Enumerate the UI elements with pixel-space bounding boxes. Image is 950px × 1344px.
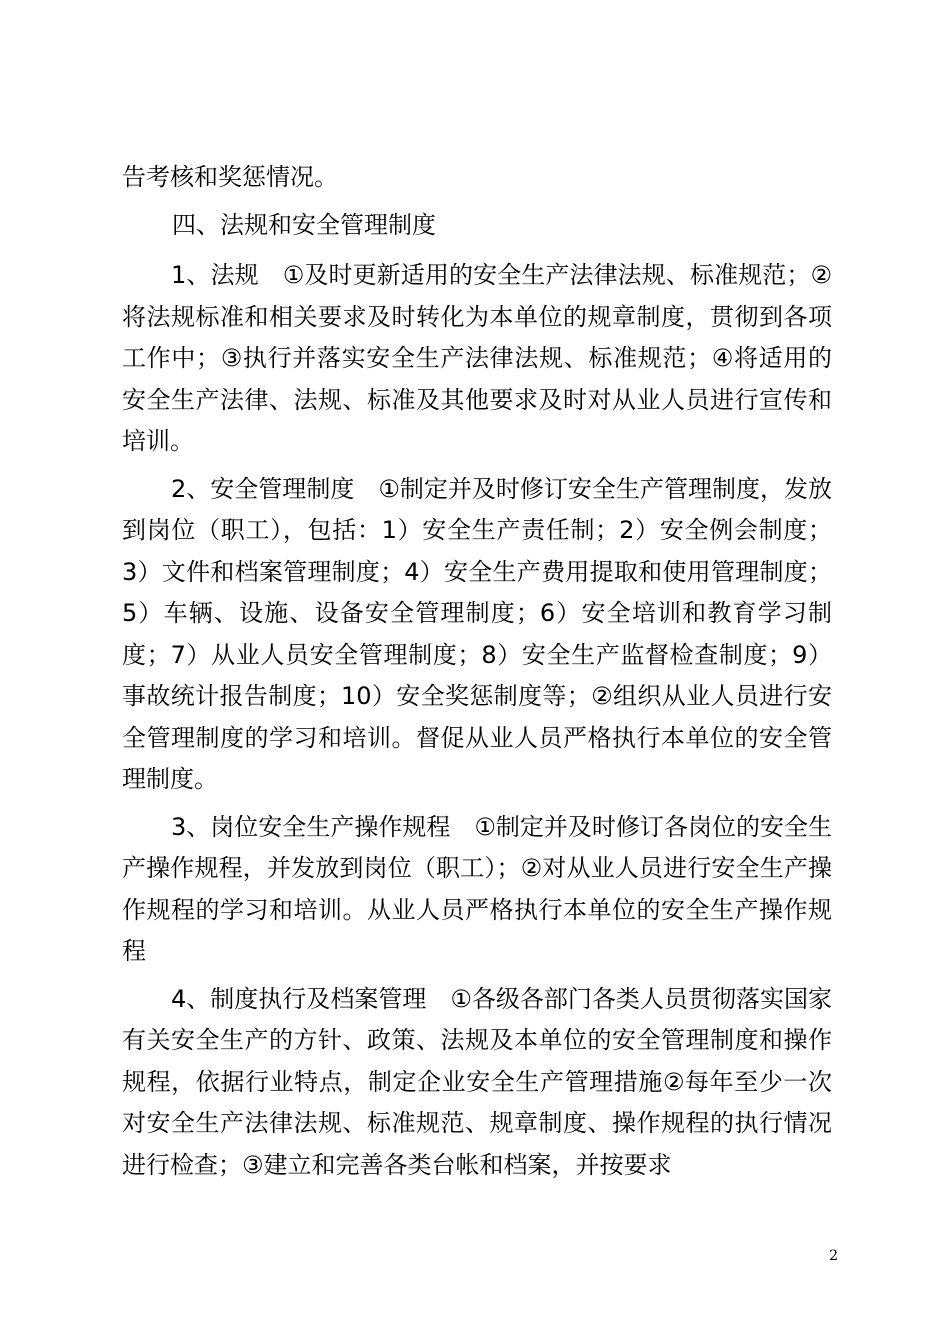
paragraph-safety-management-system: 2、安全管理制度 ①制定并及时修订安全生产管理制度，发放到岗位（职工），包括：1）安全生产责任制；2）安全例会制度；3）文件和档案管理制度；4）安全生产费用提取和使用管理制度；5）车辆、设施、设备安全管理制度；6）安全培训和教育学习制度；7）从业人员安全管理制度；8）安全生产监督检查制度；9）事故统计报告制度；10）安全奖惩制度等；②组织从业人员进行安全管理制度的学习和培训。督促从业人员严格执行本单位的安全管理制度。	[122, 474, 832, 793]
section-heading: 四、法规和安全管理制度	[172, 210, 436, 239]
page-number: 2	[829, 1248, 838, 1264]
paragraph-continuation: 告考核和奖惩情况。	[122, 163, 338, 191]
paragraph-regulations: 1、法规 ①及时更新适用的安全生产法律法规、标准规范；②将法规标准和相关要求及时转化为本单位的规章制度，贯彻到各项工作中；③执行并落实安全生产法律法规、标准规范；④将适用的安全生产法律、法规、标准及其他要求及时对从业人员进行宣传和培训。	[122, 261, 832, 455]
paragraph-operating-procedures: 3、岗位安全生产操作规程 ①制定并及时修订各岗位的安全生产操作规程，并发放到岗位（职工）；②对从业人员进行安全生产操作规程的学习和培训。从业人员严格执行本单位的安全生产操作规程	[122, 812, 832, 965]
document-body	[122, 157, 832, 1192]
paragraph-system-execution-archives: 4、制度执行及档案管理 ①各级各部门各类人员贯彻落实国家有关安全生产的方针、政策、法规及本单位的安全管理制度和操作规程，依据行业特点，制定企业安全生产管理措施②每年至少一次对安全生产法律法规、标准规范、规章制度、操作规程的执行情况进行检查；③建立和完善各类台帐和档案，并按要求	[122, 984, 832, 1179]
